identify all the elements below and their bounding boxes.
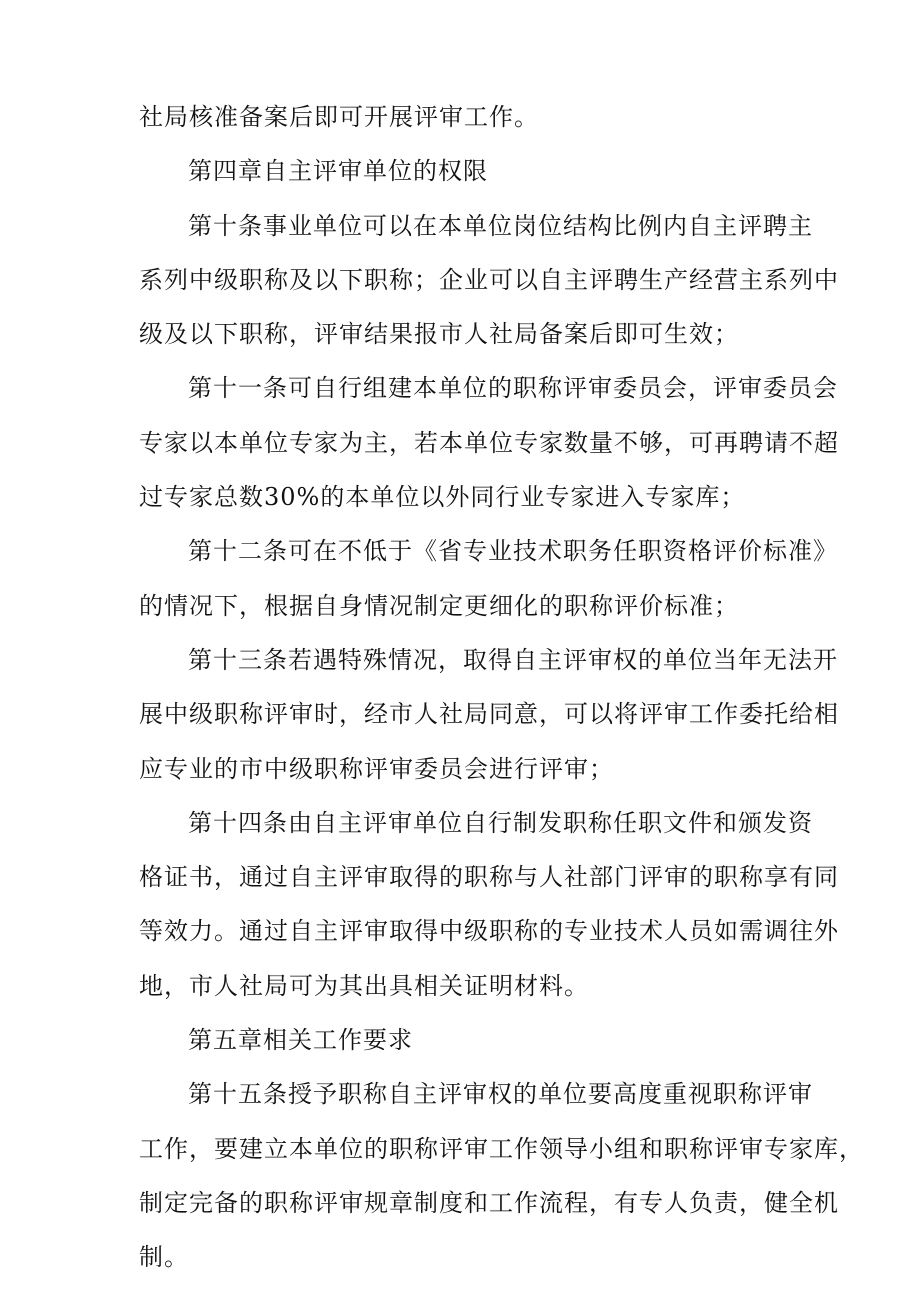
paragraph-line: 社局核准备案后即可开展评审工作。 xyxy=(139,103,539,131)
paragraph-line: 第十二条可在不低于《省专业技术职务任职资格评价标准》 xyxy=(188,537,838,566)
paragraph-line: 制定完备的职称评审规章制度和工作流程，有专人负责，健全机 xyxy=(139,1188,839,1217)
paragraph-line: 第十一条可自行组建本单位的职称评审委员会，评审委员会 xyxy=(188,374,838,403)
paragraph-line: 制。 xyxy=(139,1243,189,1272)
paragraph-line: 系列中级职称及以下职称；企业可以自主评聘生产经营主系列中 xyxy=(139,265,839,294)
paragraph-line: 第十四条由自主评审单位自行制发职称任职文件和颁发资 xyxy=(188,808,813,837)
paragraph-line: 的情况下，根据自身情况制定更细化的职称评价标准； xyxy=(139,591,739,620)
paragraph-line: 应专业的市中级职称评审委员会进行评审； xyxy=(139,754,614,783)
paragraph-line: 第十三条若遇特殊情况，取得自主评审权的单位当年无法开 xyxy=(188,645,838,674)
paragraph-line: 过专家总数30%的本单位以外同行业专家进入专家库； xyxy=(139,483,746,512)
chapter-heading: 第四章自主评审单位的权限 xyxy=(188,157,488,186)
document-body xyxy=(139,90,864,1285)
paragraph-line: 工作，要建立本单位的职称评审工作领导小组和职称评审专家库， xyxy=(139,1134,864,1163)
paragraph-line: 格证书，通过自主评审取得的职称与人社部门评审的职称享有同 xyxy=(139,863,839,892)
paragraph-line: 第十五条授予职称自主评审权的单位要高度重视职称评审 xyxy=(188,1080,813,1109)
paragraph-line: 展中级职称评审时，经市人社局同意，可以将评审工作委托给相 xyxy=(139,700,839,729)
chapter-heading: 第五章相关工作要求 xyxy=(188,1026,413,1055)
paragraph-line: 第十条事业单位可以在本单位岗位结构比例内自主评聘主 xyxy=(188,211,813,240)
paragraph-line: 级及以下职称，评审结果报市人社局备案后即可生效； xyxy=(139,320,739,349)
paragraph-line: 地，市人社局可为其出具相关证明材料。 xyxy=(139,971,589,1000)
paragraph-line: 专家以本单位专家为主，若本单位专家数量不够，可再聘请不超 xyxy=(139,428,839,457)
paragraph-line: 等效力。通过自主评审取得中级职称的专业技术人员如需调往外 xyxy=(139,917,839,946)
